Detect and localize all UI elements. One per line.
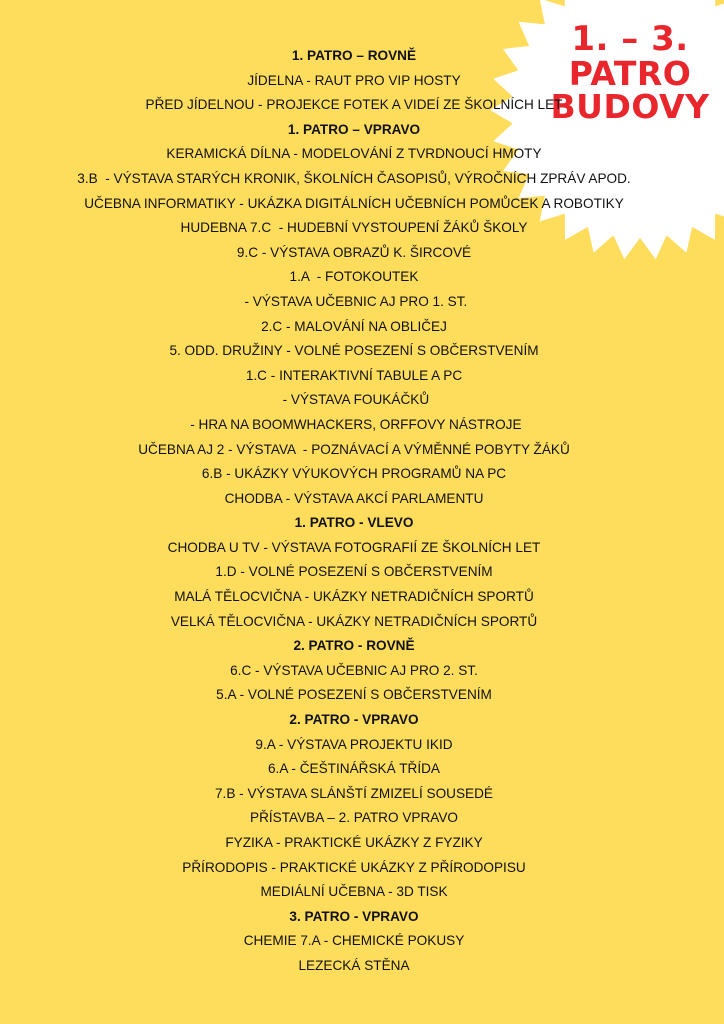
floor-heading: 1. PATRO – ROVNĚ <box>291 48 417 63</box>
program-item: VELKÁ TĚLOCVIČNA - UKÁZKY NETRADIČNÍCH SPORTŮ <box>170 613 538 629</box>
badge-line-budovy: BUDOVY <box>550 87 710 127</box>
badge-line-floors: 1. – 3. <box>571 19 689 59</box>
program-item: 5.A - VOLNÉ POSEZENÍ S OBČERSTVENÍM <box>216 687 492 703</box>
program-item: 6.B - UKÁZKY VÝUKOVÝCH PROGRAMŮ NA PC <box>201 466 507 482</box>
program-item: CHODBA - VÝSTAVA AKCÍ PARLAMENTU <box>224 490 484 506</box>
program-item: 3.B - VÝSTAVA STARÝCH KRONIK, ŠKOLNÍCH ČASOPISŮ, VÝROČNÍCH ZPRÁV APOD. <box>77 170 631 186</box>
program-item: - VÝSTAVA FOUKÁČKŮ <box>278 392 430 408</box>
program-item: 1.A - FOTOKOUTEK <box>289 269 419 285</box>
program-list <box>0 44 708 979</box>
program-item: FYZIKA - PRAKTICKÉ UKÁZKY Z FYZIKY <box>225 835 483 850</box>
program-item: PŘED JÍDELNOU - PROJEKCE FOTEK A VIDEÍ ZE ŠKOLNÍCH LET <box>145 97 563 113</box>
program-item: 6.C - VÝSTAVA UČEBNIC AJ PRO 2. ST. <box>230 662 478 678</box>
floor-heading: 1. PATRO - VLEVO <box>294 515 414 531</box>
program-item: CHEMIE 7.A - CHEMICKÉ POKUSY <box>243 933 465 949</box>
program-item: 7.B - VÝSTAVA SLÁNŠTÍ ZMIZELÍ SOUSEDÉ <box>215 785 493 801</box>
program-item: LEZECKÁ STĚNA <box>298 957 410 973</box>
program-item: 6.A - ČEŠTINÁŘSKÁ TŘÍDA <box>268 761 440 777</box>
program-item: CHODBA U TV - VÝSTAVA FOTOGRAFIÍ ZE ŠKOLNÍCH LET <box>167 539 541 555</box>
floor-heading: 2. PATRO - VPRAVO <box>289 712 419 728</box>
program-item: UČEBNA INFORMATIKY - UKÁZKA DIGITÁLNÍCH UČEBNÍCH POMŮCEK A ROBOTIKY <box>84 195 624 211</box>
floor-heading: 2. PATRO - ROVNĚ <box>293 638 415 654</box>
program-item: JÍDELNA - RAUT PRO VIP HOSTY <box>247 72 461 88</box>
program-item: 9.A - VÝSTAVA PROJEKTU IKID <box>255 736 453 752</box>
floor-heading: 1. PATRO – VPRAVO <box>287 121 421 137</box>
program-item: 1.D - VOLNÉ POSEZENÍ S OBČERSTVENÍM <box>215 564 493 580</box>
program-item: 1.C - INTERAKTIVNÍ TABULE A PC <box>245 367 463 383</box>
floor-heading: 3. PATRO - VPRAVO <box>289 908 419 924</box>
badge-line-patro: PATRO <box>568 53 692 93</box>
program-item: MEDIÁLNÍ UČEBNA - 3D TISK <box>260 884 448 900</box>
program-item: KERAMICKÁ DÍLNA - MODELOVÁNÍ Z TVRDNOUCÍ HMOTY <box>166 146 542 162</box>
program-item: PŘÍRODOPIS - PRAKTICKÉ UKÁZKY Z PŘÍRODOPISU <box>182 859 526 875</box>
program-item: 9.C - VÝSTAVA OBRAZŮ K. ŠIRCOVÉ <box>236 244 472 260</box>
program-item: MALÁ TĚLOCVIČNA - UKÁZKY NETRADIČNÍCH SPORTŮ <box>174 589 534 605</box>
program-item: - HRA NA BOOMWHACKERS, ORFFOVY NÁSTROJE <box>186 416 522 432</box>
program-item: HUDEBNA 7.C - HUDEBNÍ VYSTOUPENÍ ŽÁKŮ ŠKOLY <box>180 220 528 236</box>
program-item: PŘÍSTAVBA – 2. PATRO VPRAVO <box>250 810 458 826</box>
program-item: 5. ODD. DRUŽINY - VOLNÉ POSEZENÍ S OBČERSTVENÍM <box>169 343 539 359</box>
program-item: UČEBNA AJ 2 - VÝSTAVA - POZNÁVACÍ A VÝMĚNNÉ POBYTY ŽÁKŮ <box>138 441 570 457</box>
program-item: - VÝSTAVA UČEBNIC AJ PRO 1. ST. <box>240 293 468 309</box>
program-item: 2.C - MALOVÁNÍ NA OBLIČEJ <box>261 318 447 334</box>
